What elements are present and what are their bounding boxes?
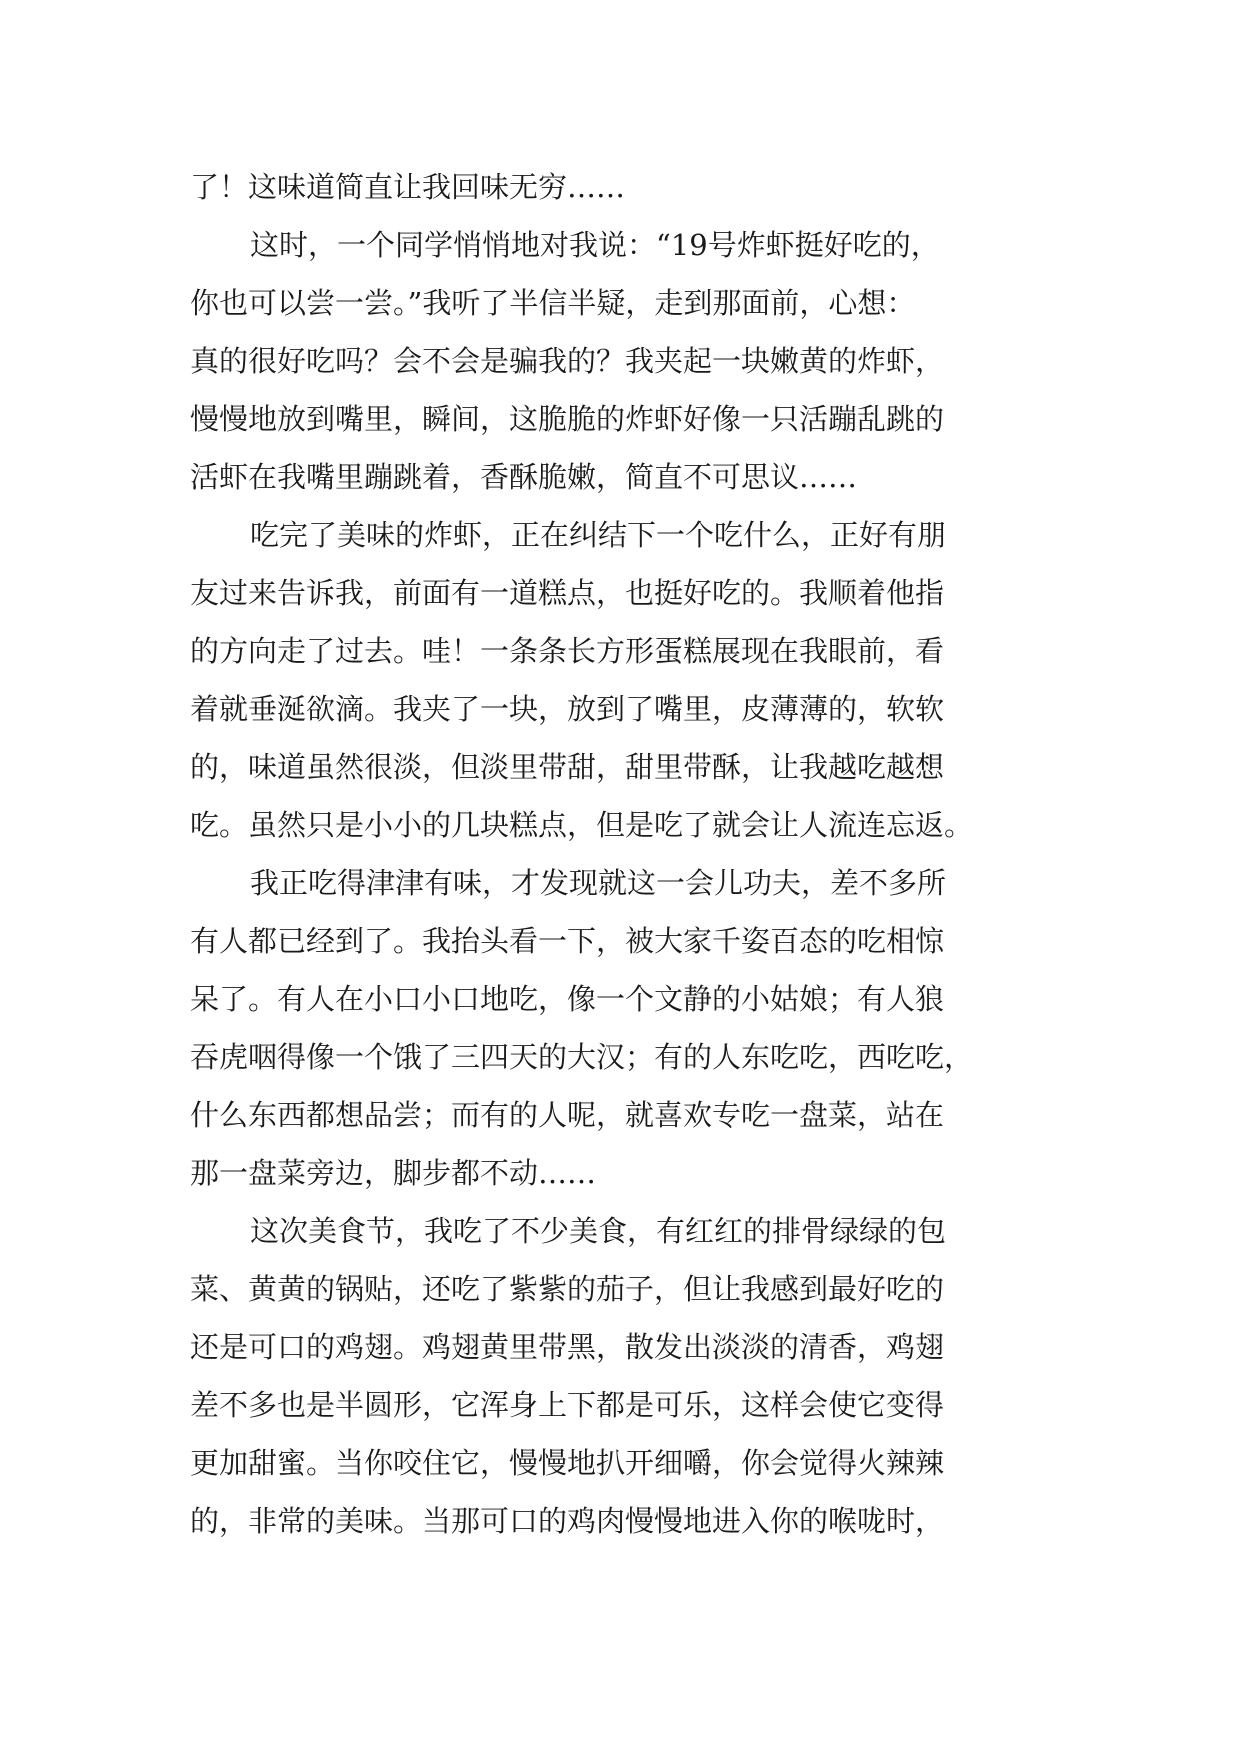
text-line: 有人都已经到了。我抬头看一下，被大家千姿百态的吃相惊 bbox=[190, 924, 945, 958]
text-line: 了！这味道简直让我回味无穷…… bbox=[190, 170, 626, 204]
essay-body bbox=[190, 158, 1070, 1550]
text-line: 吞虎咽得像一个饿了三四天的大汉；有的人东吃吃，西吃吃， bbox=[190, 1040, 974, 1074]
paragraph-start-line: 我正吃得津津有味，才发现就这一会儿功夫，差不多所 bbox=[250, 866, 947, 900]
paragraph-start-line: 这次美食节，我吃了不少美食，有红红的排骨绿绿的包 bbox=[250, 1214, 947, 1248]
text-line: 的，味道虽然很淡，但淡里带甜，甜里带酥，让我越吃越想 bbox=[190, 750, 945, 784]
text-line: 的，非常的美味。当那可口的鸡肉慢慢地进入你的喉咙时， bbox=[190, 1504, 945, 1538]
text-line: 吃。虽然只是小小的几块糕点，但是吃了就会让人流连忘返。 bbox=[190, 808, 974, 842]
text-line: 真的很好吃吗？会不会是骗我的？我夹起一块嫩黄的炸虾， bbox=[190, 344, 945, 378]
text-line: 什么东西都想品尝；而有的人呢，就喜欢专吃一盘菜，站在 bbox=[190, 1098, 945, 1132]
text-line: 着就垂涎欲滴。我夹了一块，放到了嘴里，皮薄薄的，软软 bbox=[190, 692, 945, 726]
text-line: 还是可口的鸡翅。鸡翅黄里带黑，散发出淡淡的清香，鸡翅 bbox=[190, 1330, 945, 1364]
text-line: 活虾在我嘴里蹦跳着，香酥脆嫩，简直不可思议…… bbox=[190, 460, 858, 494]
text-line: 友过来告诉我，前面有一道糕点，也挺好吃的。我顺着他指 bbox=[190, 576, 945, 610]
text-line: 那一盘菜旁边，脚步都不动…… bbox=[190, 1156, 597, 1190]
paragraph-start-line: 这时，一个同学悄悄地对我说：“19号炸虾挺好吃的， bbox=[250, 228, 940, 262]
text-line: 的方向走了过去。哇！一条条长方形蛋糕展现在我眼前，看 bbox=[190, 634, 945, 668]
text-line: 呆了。有人在小口小口地吃，像一个文静的小姑娘；有人狼 bbox=[190, 982, 945, 1016]
paragraph-start-line: 吃完了美味的炸虾，正在纠结下一个吃什么，正好有朋 bbox=[250, 518, 947, 552]
text-line: 菜、黄黄的锅贴，还吃了紫紫的茄子，但让我感到最好吃的 bbox=[190, 1272, 945, 1306]
text-line: 更加甜蜜。当你咬住它，慢慢地扒开细嚼，你会觉得火辣辣 bbox=[190, 1446, 945, 1480]
text-line: 你也可以尝一尝。”我听了半信半疑，走到那面前，心想： bbox=[190, 286, 916, 320]
text-line: 慢慢地放到嘴里，瞬间，这脆脆的炸虾好像一只活蹦乱跳的 bbox=[190, 402, 945, 436]
text-line: 差不多也是半圆形，它浑身上下都是可乐，这样会使它变得 bbox=[190, 1388, 945, 1422]
